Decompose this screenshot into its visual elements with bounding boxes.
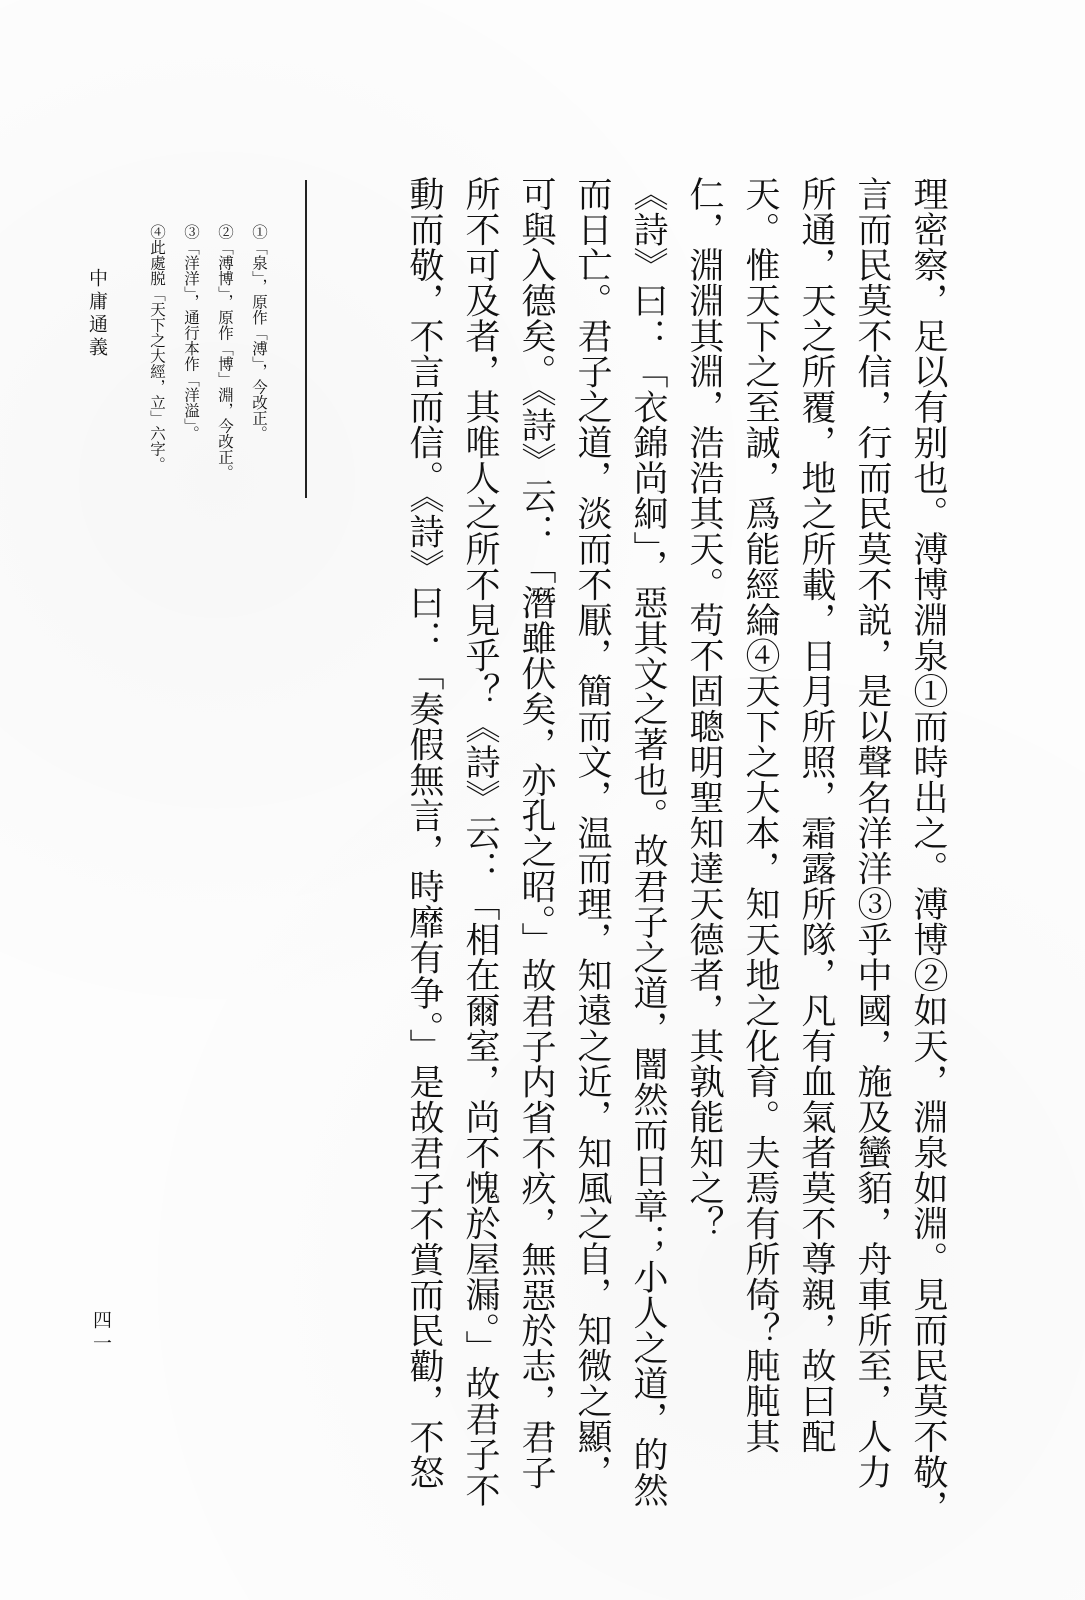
text-column: 《詩》曰：「衣錦尚絅」，惡其文之著也。故君子之道，闇然而日章；小人之道，的然 (628, 176, 668, 1508)
text-column: 而日亡。君子之道，淡而不厭，簡而文，温而理，知遠之近，知風之自，知微之顯， (572, 176, 612, 1490)
footnote: ④此處脱「天下之大經，立」六字。 (148, 224, 166, 472)
text-column: 言而民莫不信，行而民莫不説，是以聲名洋洋③乎中國，施及蠻貊，舟車所至，人力 (852, 176, 892, 1490)
text-column: 所不可及者，其唯人之所不見乎？《詩》云：「相在爾室，尚不愧於屋漏。」故君子不 (460, 176, 500, 1508)
footnote: ③「洋洋」，通行本作「洋溢」。 (182, 224, 200, 441)
text-column: 天。惟天下之至誠，爲能經綸④天下之大本，知天地之化育。夫焉有所倚？肫肫其 (740, 176, 780, 1454)
footnote: ②「溥博」，原作「博」淵，今改正。 (216, 224, 234, 480)
text-column: 理密察，足以有别也。溥博淵泉①而時出之。溥博②如天，淵泉如淵。見而民莫不敬， (908, 176, 948, 1525)
footnote: ①「泉」，原作「溥」，今改正。 (250, 224, 268, 441)
text-column: 仁，淵淵其淵，浩浩其天。苟不固聰明聖知達天德者，其孰能知之？ (684, 176, 724, 1241)
footnote-rule (305, 180, 307, 498)
text-column: 所通，天之所覆，地之所載，日月所照，霜露所隊，凡有血氣者莫不尊親，故曰配 (796, 176, 836, 1454)
page-number: 四一 (90, 1310, 112, 1356)
running-title: 中庸通義 (86, 268, 108, 360)
text-column: 可與入德矣。《詩》云：「潛雖伏矣，亦孔之昭。」故君子内省不疚，無惡於志，君子 (516, 176, 556, 1490)
text-column: 動而敬，不言而信。《詩》曰：「奏假無言，時靡有争。」是故君子不賞而民勸，不怒 (404, 176, 444, 1490)
